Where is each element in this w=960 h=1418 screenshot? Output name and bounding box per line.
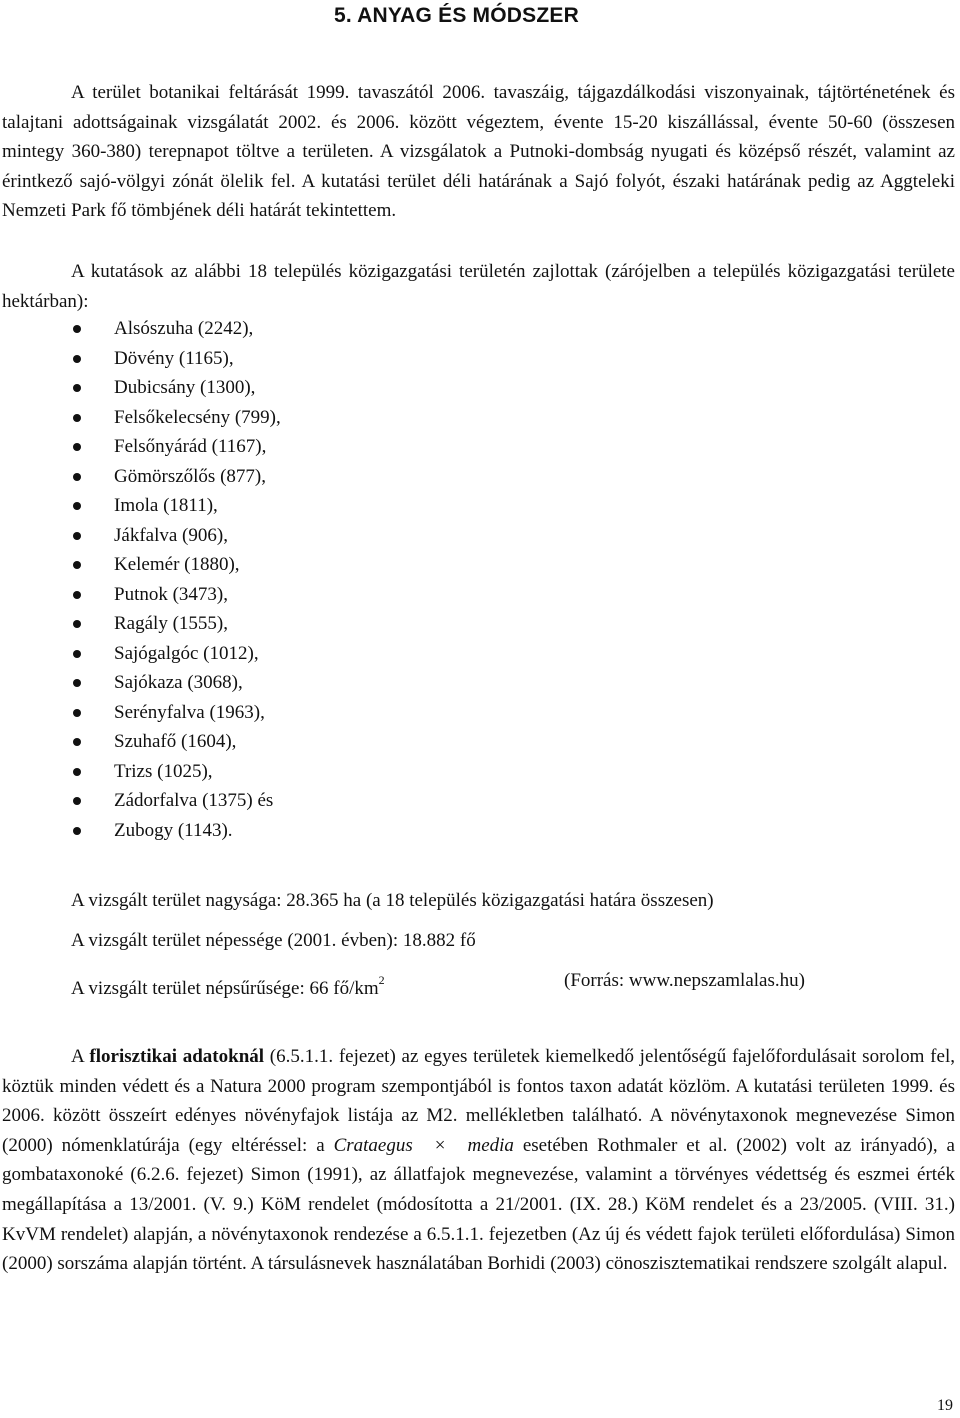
bullet-icon <box>73 561 81 569</box>
bullet-icon <box>73 827 81 835</box>
final-paragraph-bold: florisztikai adatoknál <box>89 1046 265 1067</box>
settlement-name: Felsőnyárád (1167), <box>114 436 267 457</box>
settlement-name: Felsőkelecsény (799), <box>114 406 281 428</box>
density-superscript: 2 <box>378 973 385 987</box>
settlement-name: Sajókaza (3068), <box>114 672 243 693</box>
page-number: 19 <box>937 1397 953 1414</box>
settlement-name: Zubogy (1143). <box>114 819 233 841</box>
settlement-name: Gömörszőlős (877), <box>114 465 266 487</box>
bullet-icon <box>73 620 81 628</box>
settlement-name: Jákfalva (906), <box>114 524 228 546</box>
settlement-name: Szuhafő (1604), <box>114 731 237 752</box>
list-intro-text: A kutatások az alábbi 18 település közigazgatási területén zajlottak (zárójelben a település közigazgatási területe hektárban): <box>2 261 955 312</box>
density-stat <box>71 966 385 1003</box>
bullet-icon <box>73 355 81 363</box>
intro-paragraph <box>2 78 955 226</box>
final-paragraph <box>2 1042 955 1279</box>
settlement-name: Zádorfalva (1375) és <box>114 790 274 811</box>
bullet-icon <box>73 443 81 451</box>
bullet-icon <box>73 768 81 776</box>
bullet-icon <box>73 650 81 658</box>
bullet-icon <box>73 325 81 333</box>
density-text: A vizsgált terület népsűrűsége: 66 fő/km <box>71 978 379 999</box>
bullet-icon <box>73 797 81 805</box>
settlement-name: Dubicsány (1300), <box>114 377 256 398</box>
final-paragraph-part1: A <box>71 1046 90 1067</box>
bullet-icon <box>73 502 81 510</box>
hybrid-sign: × <box>434 1134 446 1156</box>
settlement-name: Ragály (1555), <box>114 613 228 634</box>
bullet-icon <box>73 679 81 687</box>
taxon-genus: Crataegus <box>333 1134 413 1156</box>
settlement-name: Alsószuha (2242), <box>114 318 254 339</box>
population-stat: A vizsgált terület népessége (2001. évben): 18.882 fő <box>71 930 476 951</box>
bullet-icon <box>73 532 81 540</box>
area-stat: A vizsgált terület nagysága: 28.365 ha (a 18 település közigazgatási határa összesen) <box>71 890 714 911</box>
list-intro-paragraph <box>2 257 955 316</box>
intro-paragraph-text: A terület botanikai feltárását 1999. tavaszától 2006. tavaszáig, tájgazdálkodási viszonyainak, tájtörténetének és talajtani adottságainak vizsgálatát 2002. és 2006. között végeztem, évente 15-20 kiszállással, évente 50-60 (összesen mintegy 360-380) terepnapot töltve a területen. A vizsgálatok a Putnoki-dombság nyugati és középső részét, valamint az érintkező sajó-völgyi zónát ölelik fel. A kutatási terület déli határának a Sajó folyót, északi határának pedig az Aggteleki Nemzeti Park fő tömbjének déli határát tekintettem. <box>2 82 955 222</box>
settlement-name: Trizs (1025), <box>114 760 213 782</box>
settlement-name: Sajógalgóc (1012), <box>114 642 259 664</box>
settlement-name: Dövény (1165), <box>114 347 234 369</box>
settlement-name: Imola (1811), <box>114 495 218 516</box>
bullet-icon <box>73 738 81 746</box>
bullet-icon <box>73 384 81 392</box>
bullet-icon <box>73 473 81 481</box>
settlement-name: Serényfalva (1963), <box>114 701 265 723</box>
taxon-epithet: media <box>467 1134 514 1156</box>
bullet-icon <box>73 591 81 599</box>
settlement-name: Kelemér (1880), <box>114 554 240 575</box>
section-heading: 5. ANYAG ÉS MÓDSZER <box>334 4 579 27</box>
bullet-icon <box>73 414 81 422</box>
bullet-icon <box>73 709 81 717</box>
source-note: (Forrás: www.nepszamlalas.hu) <box>564 970 805 991</box>
final-paragraph-part3: esetében Rothmaler et al. (2002) volt az irányadó), a gombataxonoké (6.2.6. fejezet) Simon (1991), az állatfajok megnevezése, valamint a törvényes védettség és eszmei érték megállapítása a 13/2001. (V. 9.) KöM rendelet (módosította a 21/2001. (IX. 28.) KöM rendelet és a 23/2005. (VIII. 31.) KvVM rendelet) alapján, a növénytaxonok rendezése a 6.5.1.1. fejezetben (Az új és védett fajok területi előfordulása) Simon (2000) sorszáma alapján történt. A társulásnevek használatában Borhidi (2003) cönoszisztematikai rendszere szolgált alapul. <box>2 1134 955 1275</box>
settlement-name: Putnok (3473), <box>114 583 228 605</box>
final-paragraph-part2: (6.5.1.1. fejezet) az egyes területek kiemelkedő jelentőségű fajelőfordulásait sorolom fel, köztük minden védett és a Natura 2000 program szempontjából is fontos taxon adatát közlöm. A kutatási területen 1999. és 2006. között összeírt edényes növényfajok listája az M2. mellékletben található. A növénytaxonok megnevezése Simon (2000) nómenklatúrája (egy eltéréssel: a <box>2 1046 955 1156</box>
